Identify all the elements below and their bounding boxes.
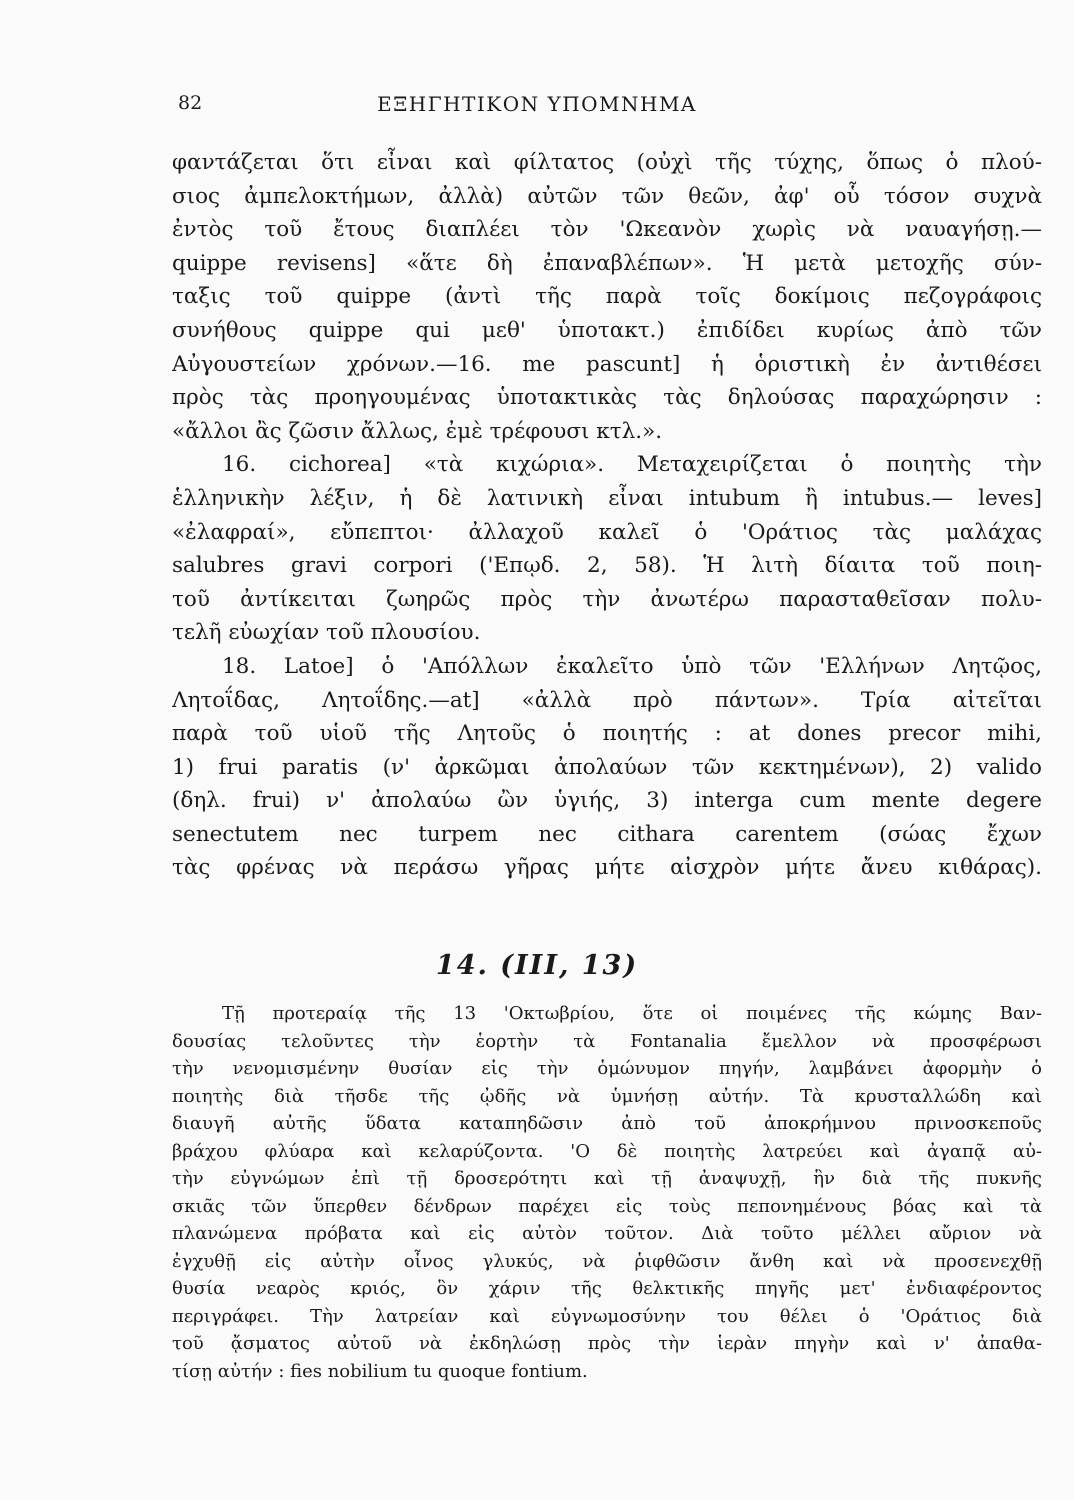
text-line: «ἄλλοι ἂς ζῶσιν ἄλλως, ἐμὲ τρέφουσι κτλ.».	[172, 418, 663, 444]
text-line: salubres gravi corpori ('Επῳδ. 2, 58). Ἡ λιτὴ δίαιτα τοῦ ποιη-	[172, 553, 1042, 579]
text-line: φαντάζεται ὅτι εἶναι καὶ φίλτατος (οὐχὶ τῆς τύχης, ὅπως ὁ πλού-	[172, 150, 1042, 175]
text-line: τοῦ ἀντίκειται ζωηρῶς πρὸς τὴν ἀνωτέρω παρασταθεῖσαν πολυ-	[172, 586, 1042, 612]
text-line: περιγράφει. Τὴν λατρείαν καὶ εὐγνωμοσύνην του θέλει ὁ 'Οράτιος διὰ	[172, 1305, 1042, 1327]
text-line: βράχου φλύαρα καὶ κελαρύζοντα. 'Ο δὲ ποιητὴς λατρεύει καὶ ἀγαπᾷ αὐ-	[172, 1140, 1042, 1162]
text-line: 16. cichorea] «τὰ κιχώρια». Μεταχειρίζεται ὁ ποιητὴς τὴν	[222, 452, 1042, 478]
commentary-text	[172, 146, 1042, 885]
text-line: 18. Latoe] ὁ 'Απόλλων ἐκαλεῖτο ὑπὸ τῶν 'Ελλήνων Λητῷος,	[222, 653, 1042, 679]
text-line: ταξις τοῦ quippe (ἀντὶ τῆς παρὰ τοῖς δοκίμοις πεζογράφοις	[172, 284, 1042, 310]
text-line: τὴν νενομισμένην θυσίαν εἰς τὴν ὁμώνυμον πηγήν, λαμβάνει ἀφορμὴν ὁ	[172, 1058, 1042, 1079]
running-title: ΕΞΗΓΗΤΙΚΟΝ ΥΠΟΜΝΗΜΑ	[377, 92, 697, 116]
text-line: (δηλ. frui) ν' ἀπολαύω ὢν ὑγιής, 3) interga cum mente degere	[172, 788, 1042, 814]
text-line: δουσίας τελοῦντες τὴν ἑορτὴν τὰ Fontanalia ἔμελλον νὰ προσφέρωσι	[172, 1030, 1042, 1052]
text-line: τὰς φρένας νὰ περάσω γῆρας μήτε αἰσχρὸν μήτε ἄνευ κιθάρας).	[172, 855, 1042, 881]
text-line: τοῦ ᾄσματος αὐτοῦ νὰ ἐκδηλώσῃ πρὸς τὴν ἱερὰν πηγὴν καὶ ν' ἀπαθα-	[172, 1333, 1042, 1354]
text-line: senectutem nec turpem nec cithara carentem (σώας ἔχων	[172, 821, 1042, 847]
text-line: ποιητὴς διὰ τῆσδε τῆς ᾠδῆς νὰ ὑμνήσῃ αὐτήν. Τὰ κρυσταλλώδη καὶ	[172, 1085, 1042, 1107]
page-header	[0, 92, 1074, 122]
text-line: τὴν εὐγνώμων ἐπὶ τῇ δροσερότητι καὶ τῇ ἀναψυχῇ, ἣν διὰ τῆς πυκνῆς	[172, 1168, 1042, 1189]
text-line: θυσία νεαρὸς κριός, ὃν χάριν τῆς θελκτικῆς πηγῆς μετ' ἐνδιαφέροντος	[172, 1278, 1042, 1299]
text-line: τελῆ εὐωχίαν τοῦ πλουσίου.	[172, 620, 481, 646]
text-line: «ἐλαφραί», εὔπεπτοι· ἀλλαχοῦ καλεῖ ὁ 'Οράτιος τὰς μαλάχας	[172, 519, 1042, 545]
text-line: ἑλληνικὴν λέξιν, ἡ δὲ λατινικὴ εἶναι intubum ἢ intubus.— leves]	[172, 485, 1042, 511]
text-line: τίσῃ αὐτήν : fies nobilium tu quoque fontium.	[172, 1360, 588, 1382]
text-line: Λητοΐδας, Λητοΐδης.—at] «ἀλλὰ πρὸ πάντων». Τρία αἰτεῖται	[172, 687, 1042, 713]
text-line: σκιᾶς τῶν ὕπερθεν δένδρων παρέχει εἰς τοὺς πεπονημένους βόας καὶ τὰ	[172, 1195, 1042, 1217]
text-line: παρὰ τοῦ υἱοῦ τῆς Λητοῦς ὁ ποιητής : at dones precor mihi,	[172, 721, 1042, 747]
text-line: quippe revisens] «ἅτε δὴ ἐπαναβλέπων». Ἡ μετὰ μετοχῆς σύν-	[172, 250, 1042, 276]
text-line: Αὐγουστείων χρόνων.—16. me pascunt] ἡ ὁριστικὴ ἐν ἀντιθέσει	[172, 351, 1042, 377]
ode-introduction	[172, 1000, 1042, 1385]
text-line: πρὸς τὰς προηγουμένας ὑποτακτικὰς τὰς δηλούσας παραχώρησιν :	[172, 385, 1042, 411]
text-line: 1) frui paratis (ν' ἀρκῶμαι ἀπολαύων τῶν κεκτημένων), 2) valido	[172, 754, 1042, 780]
section-heading: 14. (III, 13)	[435, 950, 639, 981]
text-line: συνήθους quippe qui μεθ' ὑποτακτ.) ἐπιδίδει κυρίως ἀπὸ τῶν	[172, 317, 1042, 343]
text-line: πλανώμενα πρόβατα καὶ εἰς αὐτὸν τοῦτον. Διὰ τοῦτο μέλλει αὔριον νὰ	[172, 1223, 1042, 1244]
text-line: διαυγῆ αὐτῆς ὕδατα καταπηδῶσιν ἀπὸ τοῦ ἀποκρήμνου πρινοσκεποῦς	[172, 1113, 1042, 1134]
text-line: ἐντὸς τοῦ ἔτους διαπλέει τὸν 'Ωκεανὸν χωρὶς νὰ ναυαγήσῃ.—	[172, 217, 1042, 243]
text-line: Τῇ προτεραίᾳ τῆς 13 'Οκτωβρίου, ὅτε οἱ ποιμένες τῆς κώμης Βαν-	[222, 1003, 1042, 1024]
text-line: ἐγχυθῇ εἰς αὐτὴν οἶνος γλυκύς, νὰ ῥιφθῶσιν ἄνθη καὶ νὰ προσενεχθῇ	[172, 1250, 1042, 1272]
text-line: σιος ἀμπελοκτήμων, ἀλλὰ) αὐτῶν τῶν θεῶν, ἀφ' οὗ τόσον συχνὰ	[172, 183, 1042, 209]
page-number: 82	[178, 92, 203, 114]
